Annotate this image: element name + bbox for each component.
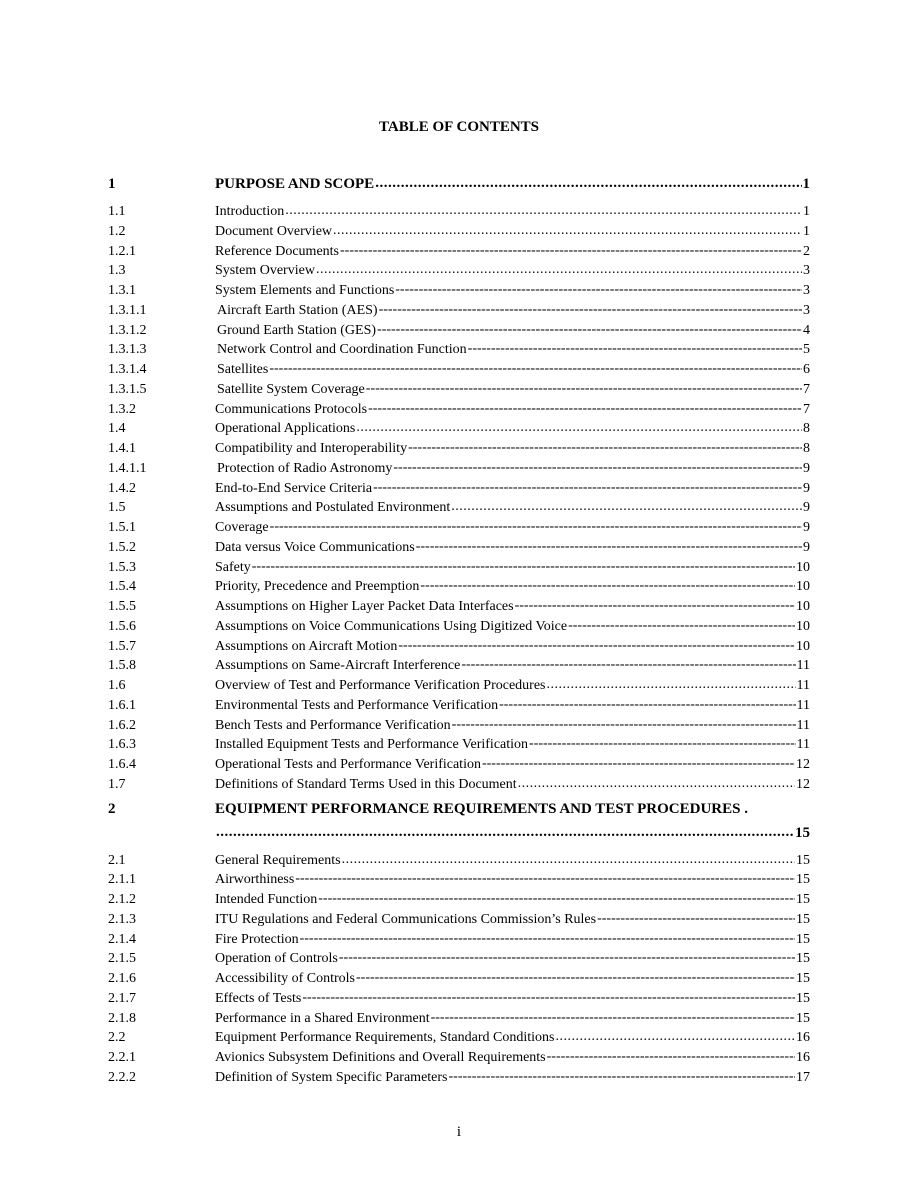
toc-entry-page: 10 xyxy=(796,599,810,614)
toc-leader xyxy=(449,1069,796,1085)
toc-entry-title: Document Overview xyxy=(215,223,333,239)
toc-leader xyxy=(356,420,802,436)
toc-leader xyxy=(339,950,795,966)
toc-entry-title: Intended Function xyxy=(215,892,318,907)
toc-entry[interactable] xyxy=(108,342,810,362)
toc-entry-number: 2.1.2 xyxy=(108,892,136,907)
toc-leader xyxy=(270,519,802,535)
toc-entry-number: 1.5.1 xyxy=(108,520,136,535)
toc-entry-number: 2.1.1 xyxy=(108,872,136,888)
toc-entry-title: Introduction xyxy=(215,204,285,219)
toc-leader xyxy=(366,381,802,397)
page-number-footer: i xyxy=(456,1124,462,1140)
toc-leader xyxy=(333,223,802,239)
toc-entry-page: 10 xyxy=(796,579,810,595)
toc-leader xyxy=(216,824,794,841)
toc-entry-title: Compatibility and Interoperability xyxy=(215,441,408,456)
toc-leader xyxy=(555,1029,795,1045)
toc-entry[interactable] xyxy=(108,560,810,580)
toc-entry-page: 9 xyxy=(803,460,810,476)
toc-entry-page: 15 xyxy=(795,824,810,841)
toc-entry-page: 15 xyxy=(796,1010,810,1026)
toc-entry-title: Network Control and Coordination Function xyxy=(217,342,467,358)
toc-entry-title: EQUIPMENT PERFORMANCE REQUIREMENTS AND TEST PROCEDURES . xyxy=(215,800,748,817)
toc-entry-number: 1.5.6 xyxy=(108,618,136,634)
toc-entry-page: 11 xyxy=(796,678,810,693)
toc-entry-number: 2.1.7 xyxy=(108,990,136,1006)
toc-leader xyxy=(342,852,795,868)
toc-entry-page: 5 xyxy=(803,342,810,358)
toc-entry[interactable] xyxy=(108,912,810,932)
toc-entry-page: 15 xyxy=(796,951,810,967)
toc-entry-page: 1 xyxy=(802,176,810,192)
toc-entry-title: Airworthiness xyxy=(215,872,295,888)
toc-entry-title: Assumptions on Higher Layer Packet Data Interfaces xyxy=(215,599,514,614)
toc-section-entry[interactable] xyxy=(108,176,810,200)
toc-entry-title: Bench Tests and Performance Verification xyxy=(215,717,451,733)
toc-entry[interactable] xyxy=(108,283,810,303)
toc-entry[interactable] xyxy=(108,461,810,481)
toc-entry-title: Data versus Voice Communications xyxy=(215,539,415,555)
toc-entry[interactable] xyxy=(108,971,810,991)
toc-leader xyxy=(499,697,795,713)
toc-entry-title: Satellite System Coverage xyxy=(217,381,365,397)
toc-entry-page: 3 xyxy=(803,263,810,279)
toc-leader xyxy=(416,539,802,555)
toc-entry-number: 2.2 xyxy=(108,1030,126,1046)
toc-entry[interactable] xyxy=(108,520,810,540)
toc-entry-title: Definition of System Specific Parameters xyxy=(215,1069,448,1085)
toc-entry[interactable] xyxy=(108,619,810,639)
toc-entry-page: 15 xyxy=(796,872,810,888)
toc-entry-number: 1.6 xyxy=(108,678,126,693)
toc-entry[interactable] xyxy=(108,777,810,797)
toc-entry-number: 1.5.2 xyxy=(108,539,136,555)
toc-entry[interactable] xyxy=(108,421,810,441)
toc-entry-number: 2.2.1 xyxy=(108,1050,136,1065)
toc-entry-title: System Elements and Functions xyxy=(215,283,395,298)
toc-leader xyxy=(568,618,795,634)
toc-entry-title: Environmental Tests and Performance Verification xyxy=(215,697,499,713)
toc-entry-number: 1.1 xyxy=(108,204,126,219)
toc-leader xyxy=(597,911,795,927)
toc-entry-title: Aircraft Earth Station (AES) xyxy=(217,302,378,318)
toc-entry[interactable] xyxy=(108,872,810,892)
toc-entry-page: 15 xyxy=(796,971,810,986)
toc-entry-number: 1.4.1.1 xyxy=(108,460,147,476)
toc-entry-page: 11 xyxy=(796,717,810,733)
toc-leader xyxy=(468,341,802,357)
toc-entry[interactable] xyxy=(108,639,810,659)
toc-entry[interactable] xyxy=(108,263,810,283)
toc-entry-title: Assumptions on Voice Communications Using Digitized Voice xyxy=(215,618,568,634)
toc-entry-title: Installed Equipment Tests and Performance Verification xyxy=(215,737,529,753)
toc-leader xyxy=(269,361,802,377)
toc-entry-title: Ground Earth Station (GES) xyxy=(217,322,377,338)
toc-entry-number: 1.6.4 xyxy=(108,757,136,772)
toc-entry[interactable] xyxy=(108,1070,810,1090)
toc-entry-title: Operational Applications xyxy=(215,421,356,437)
toc-entry-title: Assumptions on Same-Aircraft Interference xyxy=(215,658,461,674)
toc-entry[interactable] xyxy=(108,323,810,343)
toc-leader xyxy=(515,598,795,614)
toc-entry-page: 16 xyxy=(796,1050,810,1065)
toc-entry[interactable] xyxy=(108,892,810,912)
toc-entry[interactable] xyxy=(108,853,810,873)
toc-entry-number: 2.1.3 xyxy=(108,911,136,927)
toc-entry-page: 4 xyxy=(803,322,810,338)
toc-entry-number: 1.3.1.1 xyxy=(108,302,147,318)
toc-entry-number: 1.3.1.5 xyxy=(108,381,147,397)
toc-leader xyxy=(420,578,795,594)
toc-entry-number: 2 xyxy=(108,800,116,817)
toc-leader xyxy=(375,175,801,192)
toc-entry[interactable] xyxy=(108,718,810,738)
toc-section-entry[interactable] xyxy=(108,801,810,825)
toc-entry-page: 15 xyxy=(796,852,810,868)
toc-entry-number: 1.4.1 xyxy=(108,441,136,456)
toc-entry[interactable] xyxy=(108,224,810,244)
toc-entry-number: 1.4 xyxy=(108,421,126,437)
toc-leader xyxy=(295,871,795,887)
toc-entry-title: PURPOSE AND SCOPE xyxy=(215,176,375,192)
toc-leader xyxy=(393,460,802,476)
toc-entry-title: Equipment Performance Requirements, Standard Conditions xyxy=(215,1030,555,1046)
toc-entry-page: 9 xyxy=(803,480,810,496)
toc-entry-number: 1.7 xyxy=(108,776,126,792)
toc-entry-page: 7 xyxy=(803,381,810,397)
toc-entry-number: 2.1.5 xyxy=(108,951,136,967)
toc-entry[interactable] xyxy=(108,951,810,971)
toc-entry-title: Accessibility of Controls xyxy=(215,971,355,986)
toc-entry-title: Definitions of Standard Terms Used in this Document xyxy=(215,776,517,792)
toc-leader xyxy=(451,499,802,515)
toc-leader xyxy=(373,480,802,496)
toc-entry[interactable] xyxy=(108,362,810,382)
toc-entry-page: 11 xyxy=(796,697,810,713)
toc-entry-page: 1 xyxy=(803,223,810,239)
toc-entry-title: Safety xyxy=(215,559,251,575)
toc-entry-page: 1 xyxy=(803,204,810,219)
toc-entry-number: 1 xyxy=(108,176,116,192)
toc-leader xyxy=(340,243,802,259)
toc-entry-title: Operation of Controls xyxy=(215,951,338,967)
toc-entry-page: 9 xyxy=(803,500,810,516)
toc-entry[interactable] xyxy=(108,382,810,402)
toc-entry-page: 10 xyxy=(796,638,810,654)
toc-entry[interactable] xyxy=(108,658,810,678)
toc-entry-number: 1.6.3 xyxy=(108,737,136,753)
toc-entry-number: 1.3.2 xyxy=(108,401,136,417)
toc-leader xyxy=(408,440,802,456)
toc-entry-page: 9 xyxy=(803,539,810,555)
toc-entry[interactable] xyxy=(108,678,810,698)
toc-list xyxy=(108,176,810,1090)
toc-leader xyxy=(482,756,795,772)
toc-entry-title: End-to-End Service Criteria xyxy=(215,480,373,496)
toc-entry[interactable] xyxy=(108,932,810,952)
toc-leader xyxy=(461,657,795,673)
toc-entry-page: 15 xyxy=(796,892,810,907)
toc-entry-title: Performance in a Shared Environment xyxy=(215,1010,430,1026)
toc-leader xyxy=(316,262,802,278)
toc-entry-title: Priority, Precedence and Preemption xyxy=(215,579,420,595)
toc-entry-number: 1.3.1.4 xyxy=(108,362,147,377)
toc-entry[interactable] xyxy=(108,1011,810,1031)
toc-entry-page: 12 xyxy=(796,757,810,772)
toc-entry-page: 6 xyxy=(803,362,810,377)
toc-entry-page: 12 xyxy=(796,776,810,792)
toc-entry-page: 15 xyxy=(796,931,810,947)
toc-entry-title: Communications Protocols xyxy=(215,401,368,417)
toc-leader xyxy=(356,970,795,986)
toc-entry[interactable] xyxy=(108,698,810,718)
toc-entry[interactable] xyxy=(108,540,810,560)
toc-entry-page: 11 xyxy=(796,737,810,753)
toc-entry[interactable] xyxy=(108,757,810,777)
toc-entry[interactable] xyxy=(108,441,810,461)
toc-entry-number: 1.5.3 xyxy=(108,559,136,575)
toc-entry-number: 1.5.4 xyxy=(108,579,136,595)
toc-entry-number: 1.5 xyxy=(108,500,126,516)
toc-entry-title: Effects of Tests xyxy=(215,990,302,1006)
toc-leader xyxy=(379,302,802,318)
toc-entry-page: 16 xyxy=(796,1030,810,1046)
toc-entry-title: General Requirements xyxy=(215,852,341,868)
toc-entry[interactable] xyxy=(108,402,810,422)
toc-section-entry[interactable] xyxy=(108,825,810,849)
toc-entry-number: 1.6.1 xyxy=(108,697,136,713)
toc-entry-page: 3 xyxy=(803,283,810,298)
toc-leader xyxy=(252,559,795,575)
toc-entry-number: 1.5.8 xyxy=(108,658,136,674)
toc-leader xyxy=(529,736,795,752)
toc-entry[interactable] xyxy=(108,991,810,1011)
toc-entry-number: 1.2.1 xyxy=(108,243,136,259)
toc-entry-page: 11 xyxy=(796,658,810,674)
toc-entry-number: 2.1.4 xyxy=(108,931,136,947)
toc-leader xyxy=(377,322,802,338)
toc-entry-title: Avionics Subsystem Definitions and Overall Requirements xyxy=(215,1050,546,1065)
toc-entry-title: System Overview xyxy=(215,263,315,279)
toc-entry-title: Fire Protection xyxy=(215,931,299,947)
toc-entry-number: 1.6.2 xyxy=(108,717,136,733)
toc-entry-number: 1.2 xyxy=(108,223,126,239)
toc-entry-number: 1.5.7 xyxy=(108,638,136,654)
toc-leader xyxy=(452,717,796,733)
toc-leader xyxy=(431,1010,795,1026)
toc-entry[interactable] xyxy=(108,204,810,224)
toc-entry-number: 1.3.1 xyxy=(108,283,136,298)
toc-entry-page: 3 xyxy=(803,302,810,318)
toc-entry-page: 8 xyxy=(803,421,810,437)
toc-leader xyxy=(547,1049,795,1065)
toc-entry-page: 17 xyxy=(796,1069,810,1085)
toc-title: TABLE OF CONTENTS xyxy=(378,119,540,135)
toc-entry-page: 7 xyxy=(803,401,810,417)
toc-entry[interactable] xyxy=(108,303,810,323)
toc-entry-number: 2.1.6 xyxy=(108,971,136,986)
toc-entry-title: Reference Documents xyxy=(215,243,339,259)
toc-entry-title: Coverage xyxy=(215,520,269,535)
toc-leader xyxy=(518,776,795,792)
toc-leader xyxy=(300,931,795,947)
toc-entry-page: 15 xyxy=(796,990,810,1006)
toc-entry[interactable] xyxy=(108,481,810,501)
toc-entry[interactable] xyxy=(108,244,810,264)
toc-entry[interactable] xyxy=(108,737,810,757)
toc-entry-number: 2.2.2 xyxy=(108,1069,136,1085)
toc-leader xyxy=(302,990,795,1006)
toc-leader xyxy=(368,401,802,417)
toc-entry-page: 15 xyxy=(796,911,810,927)
toc-entry-title: Overview of Test and Performance Verification Procedures xyxy=(215,678,546,693)
toc-entry-page: 9 xyxy=(803,520,810,535)
toc-entry-page: 8 xyxy=(803,441,810,456)
toc-entry-title: Satellites xyxy=(217,362,269,377)
toc-entry-number: 1.5.5 xyxy=(108,599,136,614)
toc-entry-number: 2.1 xyxy=(108,852,126,868)
toc-entry[interactable] xyxy=(108,1030,810,1050)
toc-entry[interactable] xyxy=(108,1050,810,1070)
toc-entry-number: 1.3 xyxy=(108,263,126,279)
toc-entry[interactable] xyxy=(108,579,810,599)
toc-entry-number: 1.3.1.3 xyxy=(108,342,147,358)
toc-leader xyxy=(395,282,802,298)
toc-entry-title: Protection of Radio Astronomy xyxy=(217,460,393,476)
toc-entry-title: Assumptions and Postulated Environment xyxy=(215,500,451,516)
toc-entry-number: 2.1.8 xyxy=(108,1010,136,1026)
toc-entry-page: 2 xyxy=(803,243,810,259)
toc-entry-number: 1.3.1.2 xyxy=(108,322,147,338)
toc-entry-title: Assumptions on Aircraft Motion xyxy=(215,638,398,654)
toc-leader xyxy=(318,891,795,907)
toc-entry-number: 1.4.2 xyxy=(108,480,136,496)
toc-entry[interactable] xyxy=(108,500,810,520)
toc-entry-page: 10 xyxy=(796,618,810,634)
toc-leader xyxy=(285,203,802,219)
toc-entry[interactable] xyxy=(108,599,810,619)
toc-leader xyxy=(547,677,796,693)
toc-leader xyxy=(398,638,795,654)
toc-entry-title: ITU Regulations and Federal Communications Commission’s Rules xyxy=(215,911,597,927)
toc-entry-title: Operational Tests and Performance Verification xyxy=(215,757,481,772)
toc-entry-page: 10 xyxy=(796,559,810,575)
